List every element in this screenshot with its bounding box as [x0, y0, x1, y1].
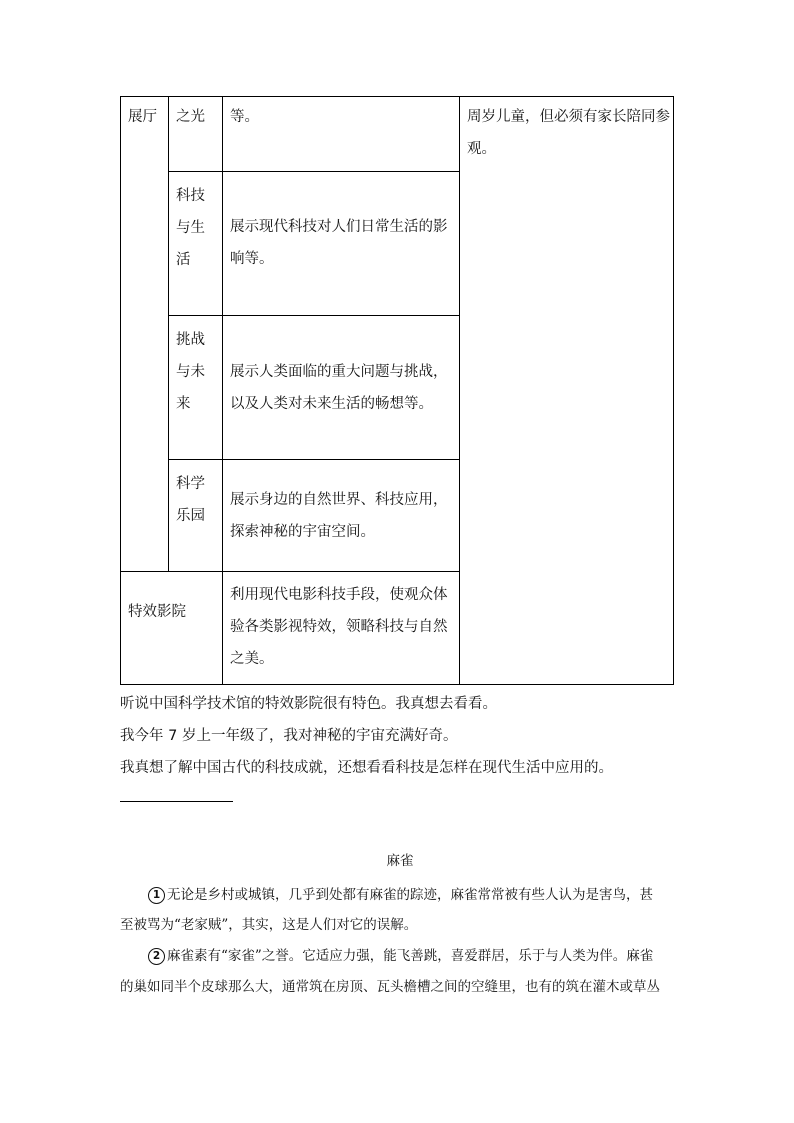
exhibit-desc: 展示现代科技对人们日常生活的影 响等。 — [230, 219, 448, 267]
exhibit-desc: 展示人类面临的重大问题与挑战， 以及人类对未来生活的畅想等。 — [230, 364, 448, 412]
table-border-right — [673, 96, 674, 685]
table-divider — [168, 96, 169, 572]
option-sentence: 我真想了解中国古代的科技成就，还想看看科技是怎样在现代生活中应用的。 — [120, 760, 613, 776]
table-divider — [168, 459, 460, 460]
table-divider — [168, 315, 460, 316]
answer-line — [120, 801, 233, 802]
article-line: 的巢如同半个皮球那么大，通常筑在房顶、瓦头檐槽之间的空缝里，也有的筑在灌木或草丛 — [120, 979, 660, 995]
paragraph-number: 2 — [148, 948, 165, 965]
article-paragraph: 1 无论是乡村或城镇，几乎到处都有麻雀的踪迹，麻雀常常被有些人认为是害鸟，甚 — [148, 883, 653, 904]
table-divider — [168, 171, 460, 172]
table-border-bottom — [120, 684, 674, 685]
option-sentence: 听说中国科学技术馆的特效影院很有特色。我真想去看看。 — [120, 696, 497, 712]
article-line: 至被骂为“老家贼”，其实，这是人们对它的误解。 — [120, 917, 418, 933]
table-divider — [459, 96, 460, 685]
exhibit-name: 挑战 与未 来 — [176, 332, 205, 412]
exhibit-name: 科技 与生 活 — [176, 188, 205, 268]
table-divider — [222, 96, 223, 685]
cinema-desc: 利用现代电影科技手段，使观众体 验各类影视特效，领略科技与自然 之美。 — [230, 587, 448, 667]
article-paragraph: 2 麻雀素有“家雀”之誉。它适应力强，能飞善跳，喜爱群居，乐于与人类为伴。麻雀 — [148, 944, 653, 965]
exhibit-name: 之光 — [176, 109, 205, 125]
exhibit-desc: 展示身边的自然世界、科技应用， 探索神秘的宇宙空间。 — [230, 492, 448, 540]
cinema-name: 特效影院 — [128, 604, 186, 620]
table-divider — [120, 571, 460, 572]
option-sentence: 我今年 7 岁上一年级了，我对神秘的宇宙充满好奇。 — [120, 728, 458, 744]
exhibit-desc: 等。 — [230, 109, 259, 125]
visit-note: 周岁儿童，但必须有家长陪同参 观。 — [467, 109, 670, 157]
hall-label: 展厅 — [128, 109, 157, 125]
table-border-left — [120, 96, 121, 685]
article-title: 麻雀 — [386, 853, 414, 869]
exhibit-name: 科学 乐园 — [176, 476, 205, 524]
paragraph-number: 1 — [148, 887, 165, 904]
table-border-top — [120, 96, 674, 97]
